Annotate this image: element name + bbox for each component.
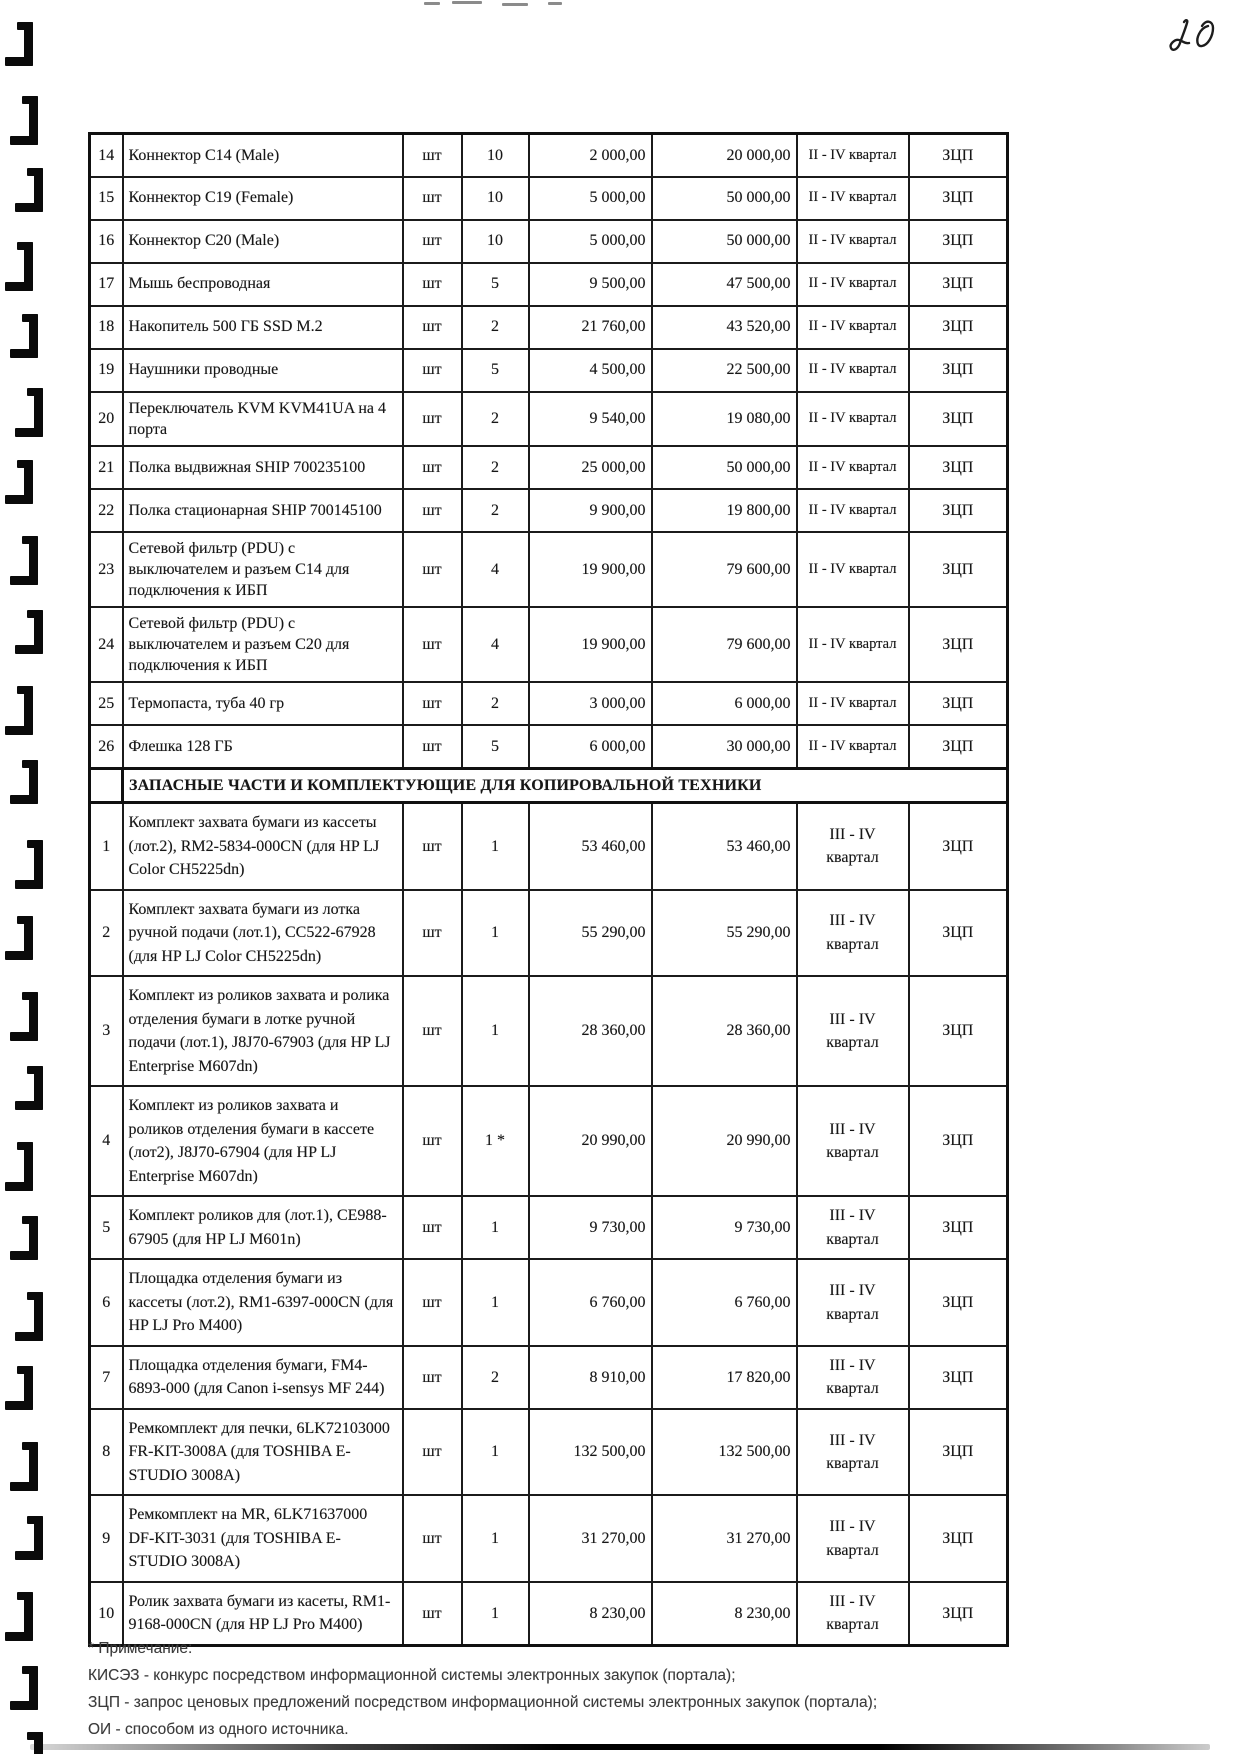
cell-unit-price: 31 270,00	[529, 1495, 652, 1582]
cell-total-amount: 43 520,00	[652, 306, 797, 349]
cell-row-number: 6	[90, 1259, 123, 1346]
table-row	[90, 134, 1008, 177]
cell-unit: шт	[403, 725, 462, 768]
cell-item-name: Ремкомплект на MR, 6LK71637000 DF-KIT-3031 (для TOSHIBA E-STUDIO 3008A)	[123, 1495, 403, 1582]
binder-mark-stroke	[5, 1182, 33, 1191]
scan-artifact	[424, 2, 440, 5]
cell-item-name: Ремкомплект для печки, 6LK72103000 FR-KIT-3008A (для TOSHIBA E-STUDIO 3008A)	[123, 1409, 403, 1496]
cell-procurement-method: ЗЦП	[909, 1409, 1008, 1496]
cell-unit: шт	[403, 1346, 462, 1409]
table-row	[90, 263, 1008, 306]
table-row	[90, 1259, 1008, 1346]
cell-unit-price: 6 000,00	[529, 725, 652, 768]
table-row	[90, 682, 1008, 725]
table-row	[90, 607, 1008, 682]
cell-unit-price: 8 230,00	[529, 1582, 652, 1646]
cell-procurement-method: ЗЦП	[909, 725, 1008, 768]
cell-unit: шт	[403, 802, 462, 889]
binder-mark	[10, 1666, 38, 1710]
cell-row-number: 18	[90, 306, 123, 349]
cell-procurement-period: II - IV квартал	[797, 607, 909, 682]
table-row	[90, 489, 1008, 532]
cell-procurement-period: III - IV квартал	[797, 976, 909, 1086]
cell-procurement-period: II - IV квартал	[797, 532, 909, 607]
cell-item-name: Мышь беспроводная	[123, 263, 403, 306]
binder-mark	[15, 840, 43, 889]
cell-total-amount: 8 230,00	[652, 1582, 797, 1646]
cell-total-amount: 17 820,00	[652, 1346, 797, 1409]
cell-procurement-period: II - IV квартал	[797, 134, 909, 177]
table-row	[90, 725, 1008, 768]
cell-quantity: 1 *	[462, 1086, 529, 1196]
cell-total-amount: 20 000,00	[652, 134, 797, 177]
cell-unit: шт	[403, 1086, 462, 1196]
binder-mark	[5, 686, 33, 735]
cell-row-number: 15	[90, 177, 123, 220]
cell-item-name: Площадка отделения бумаги, FM4-6893-000 (для Canon i-sensys MF 244)	[123, 1346, 403, 1409]
cell-quantity: 4	[462, 607, 529, 682]
scan-artifact	[502, 3, 528, 6]
cell-unit-price: 6 760,00	[529, 1259, 652, 1346]
cell-procurement-method: ЗЦП	[909, 1196, 1008, 1259]
binder-mark-stroke	[10, 576, 38, 585]
cell-row-number: 24	[90, 607, 123, 682]
cell-unit: шт	[403, 446, 462, 489]
cell-procurement-method: ЗЦП	[909, 177, 1008, 220]
table-row	[90, 1409, 1008, 1496]
footnote-line: КИСЭЗ - конкурс посредством информационной системы электронных закупок (портала);	[88, 1667, 736, 1684]
cell-procurement-method: ЗЦП	[909, 349, 1008, 392]
cell-unit-price: 53 460,00	[529, 802, 652, 889]
table-row	[90, 392, 1008, 446]
cell-item-name: Комплект роликов для (лот.1), CE988-67905 (для HP LJ M601n)	[123, 1196, 403, 1259]
cell-total-amount: 50 000,00	[652, 177, 797, 220]
binder-mark	[5, 1366, 33, 1410]
cell-row-number: 1	[90, 802, 123, 889]
cell-row-number: 26	[90, 725, 123, 768]
cell-row-number: 20	[90, 392, 123, 446]
binder-mark	[10, 536, 38, 585]
cell-unit: шт	[403, 489, 462, 532]
cell-row-number: 3	[90, 976, 123, 1086]
cell-row-number: 16	[90, 220, 123, 263]
footnote-title: * Примечание:	[88, 1640, 193, 1657]
cell-procurement-period: III - IV квартал	[797, 1409, 909, 1496]
items-table-body	[90, 134, 1008, 1646]
binder-mark-stroke	[15, 203, 43, 212]
cell-procurement-method: ЗЦП	[909, 890, 1008, 977]
binder-mark	[10, 992, 38, 1041]
cell-procurement-period: II - IV квартал	[797, 682, 909, 725]
cell-item-name: Комплект из роликов захвата и ролика отделения бумаги в лотке ручной подачи (лот.1), J8J70-67903 (для HP LJ Enterprise M607dn)	[123, 976, 403, 1086]
binder-mark-stroke	[34, 1732, 43, 1754]
cell-item-name: Полка выдвижная SHIP 700235100	[123, 446, 403, 489]
cell-quantity: 2	[462, 489, 529, 532]
cell-procurement-period: II - IV квартал	[797, 392, 909, 446]
cell-quantity: 4	[462, 532, 529, 607]
cell-procurement-period: II - IV квартал	[797, 446, 909, 489]
cell-unit-price: 9 540,00	[529, 392, 652, 446]
cell-total-amount: 22 500,00	[652, 349, 797, 392]
table-row	[90, 306, 1008, 349]
cell-total-amount: 53 460,00	[652, 802, 797, 889]
cell-procurement-period: II - IV квартал	[797, 725, 909, 768]
scan-artifact	[548, 2, 562, 5]
cell-quantity: 5	[462, 725, 529, 768]
binder-mark-stroke	[5, 282, 33, 291]
cell-total-amount: 47 500,00	[652, 263, 797, 306]
cell-total-amount: 6 000,00	[652, 682, 797, 725]
cell-procurement-period: III - IV квартал	[797, 1086, 909, 1196]
cell-procurement-method: ЗЦП	[909, 263, 1008, 306]
table-row	[90, 890, 1008, 977]
cell-unit: шт	[403, 263, 462, 306]
cell-unit-price: 19 900,00	[529, 607, 652, 682]
cell-procurement-period: III - IV квартал	[797, 1495, 909, 1582]
cell-procurement-method: ЗЦП	[909, 1495, 1008, 1582]
binder-mark	[10, 96, 38, 145]
cell-unit: шт	[403, 1582, 462, 1646]
cell-procurement-method: ЗЦП	[909, 802, 1008, 889]
cell-unit-price: 9 500,00	[529, 263, 652, 306]
binder-mark-stroke	[5, 1401, 33, 1410]
cell-row-number: 9	[90, 1495, 123, 1582]
table-row	[90, 177, 1008, 220]
cell-procurement-method: ЗЦП	[909, 306, 1008, 349]
cell-unit-price: 132 500,00	[529, 1409, 652, 1496]
section-header: ЗАПАСНЫЕ ЧАСТИ И КОМПЛЕКТУЮЩИЕ ДЛЯ КОПИРОВАЛЬНОЙ ТЕХНИКИ	[123, 768, 1008, 802]
binder-mark	[5, 1592, 33, 1641]
cell-item-name: Комплект захвата бумаги из кассеты (лот.2), RM2-5834-000CN (для HP LJ Color CH5225dn)	[123, 802, 403, 889]
cell-row-number: 10	[90, 1582, 123, 1646]
cell-unit: шт	[403, 976, 462, 1086]
cell-unit: шт	[403, 306, 462, 349]
cell-unit-price: 28 360,00	[529, 976, 652, 1086]
cell-procurement-method: ЗЦП	[909, 446, 1008, 489]
cell-procurement-period: II - IV квартал	[797, 220, 909, 263]
cell-quantity: 1	[462, 1495, 529, 1582]
cell-total-amount: 6 760,00	[652, 1259, 797, 1346]
cell-unit-price: 4 500,00	[529, 349, 652, 392]
cell-item-name: Сетевой фильтр (PDU) с выключателем и разъем C20 для подключения к ИБП	[123, 607, 403, 682]
cell-quantity: 2	[462, 682, 529, 725]
binder-mark	[10, 760, 38, 804]
cell-unit-price: 9 730,00	[529, 1196, 652, 1259]
cell-row-number: 17	[90, 263, 123, 306]
binder-mark	[15, 1292, 43, 1341]
cell-unit: шт	[403, 1409, 462, 1496]
cell-procurement-period: II - IV квартал	[797, 349, 909, 392]
table-row	[90, 446, 1008, 489]
footnote-line: ОИ - способом из одного источника.	[88, 1721, 349, 1738]
cell-unit-price: 8 910,00	[529, 1346, 652, 1409]
cell-procurement-period: II - IV квартал	[797, 177, 909, 220]
binder-mark	[15, 388, 43, 437]
cell-row-number: 8	[90, 1409, 123, 1496]
handwriting-stroke	[1168, 10, 1228, 70]
binder-mark	[5, 1142, 33, 1191]
cell-quantity: 2	[462, 306, 529, 349]
binder-mark	[10, 314, 38, 358]
table-row	[90, 976, 1008, 1086]
cell-quantity: 1	[462, 1259, 529, 1346]
cell-procurement-method: ЗЦП	[909, 682, 1008, 725]
cell-item-name: Переключатель KVM KVM41UA на 4 порта	[123, 392, 403, 446]
binder-mark-stroke	[15, 1551, 43, 1560]
binder-mark	[15, 1516, 43, 1560]
cell-unit-price: 5 000,00	[529, 220, 652, 263]
binder-mark-stroke	[5, 726, 33, 735]
binder-mark	[5, 242, 33, 291]
cell-row-number: 22	[90, 489, 123, 532]
cell-total-amount: 31 270,00	[652, 1495, 797, 1582]
cell-row-number: 25	[90, 682, 123, 725]
cell-item-name: Наушники проводные	[123, 349, 403, 392]
cell-row-number: 14	[90, 134, 123, 177]
cell-total-amount: 28 360,00	[652, 976, 797, 1086]
cell-total-amount: 19 080,00	[652, 392, 797, 446]
cell-item-name: Комплект захвата бумаги из лотка ручной подачи (лот.1), CC522-67928 (для HP LJ Color CH5225dn)	[123, 890, 403, 977]
cell-quantity: 2	[462, 392, 529, 446]
binder-mark-stroke	[15, 428, 43, 437]
cell-total-amount: 30 000,00	[652, 725, 797, 768]
cell-item-name: Полка стационарная SHIP 700145100	[123, 489, 403, 532]
binder-mark-stroke	[5, 57, 33, 66]
scan-artifact-bottom-line	[30, 1744, 1210, 1750]
cell-procurement-method: ЗЦП	[909, 134, 1008, 177]
cell-unit-price: 20 990,00	[529, 1086, 652, 1196]
cell-unit: шт	[403, 392, 462, 446]
cell-unit: шт	[403, 532, 462, 607]
binder-mark-stroke	[15, 645, 43, 654]
cell-unit-price: 55 290,00	[529, 890, 652, 977]
cell-total-amount: 20 990,00	[652, 1086, 797, 1196]
cell-quantity: 10	[462, 134, 529, 177]
cell-unit: шт	[403, 349, 462, 392]
cell-item-name: Площадка отделения бумаги из кассеты (лот.2), RM1-6397-000CN (для HP LJ Pro M400)	[123, 1259, 403, 1346]
cell-procurement-period: III - IV квартал	[797, 1196, 909, 1259]
binder-mark	[10, 1442, 38, 1491]
cell-procurement-method: ЗЦП	[909, 976, 1008, 1086]
cell-item-name: Накопитель 500 ГБ SSD M.2	[123, 306, 403, 349]
cell-empty	[90, 768, 123, 802]
binder-mark-stroke	[10, 1482, 38, 1491]
cell-procurement-period: II - IV квартал	[797, 306, 909, 349]
cell-unit: шт	[403, 220, 462, 263]
cell-unit: шт	[403, 177, 462, 220]
binder-mark-stroke	[5, 951, 33, 960]
cell-unit-price: 9 900,00	[529, 489, 652, 532]
cell-quantity: 5	[462, 349, 529, 392]
cell-total-amount: 79 600,00	[652, 532, 797, 607]
table-row	[90, 349, 1008, 392]
cell-quantity: 1	[462, 976, 529, 1086]
cell-unit-price: 19 900,00	[529, 532, 652, 607]
cell-quantity: 1	[462, 1409, 529, 1496]
table-row	[90, 1346, 1008, 1409]
binder-mark	[5, 22, 33, 66]
table-row	[90, 802, 1008, 889]
cell-quantity: 10	[462, 177, 529, 220]
binder-mark-stroke	[15, 1332, 43, 1341]
cell-procurement-period: II - IV квартал	[797, 263, 909, 306]
binder-mark-stroke	[5, 1632, 33, 1641]
binder-mark	[15, 1066, 43, 1110]
cell-unit: шт	[403, 134, 462, 177]
cell-quantity: 2	[462, 446, 529, 489]
binder-mark-stroke	[10, 1701, 38, 1710]
cell-quantity: 1	[462, 1582, 529, 1646]
cell-procurement-method: ЗЦП	[909, 489, 1008, 532]
cell-row-number: 23	[90, 532, 123, 607]
cell-item-name: Коннектор C19 (Female)	[123, 177, 403, 220]
cell-total-amount: 132 500,00	[652, 1409, 797, 1496]
binder-mark	[5, 460, 33, 504]
cell-quantity: 1	[462, 890, 529, 977]
cell-procurement-period: III - IV квартал	[797, 802, 909, 889]
cell-row-number: 5	[90, 1196, 123, 1259]
binder-mark	[15, 610, 43, 654]
section-header-row	[90, 768, 1008, 802]
cell-unit-price: 25 000,00	[529, 446, 652, 489]
cell-item-name: Флешка 128 ГБ	[123, 725, 403, 768]
cell-procurement-period: II - IV квартал	[797, 489, 909, 532]
cell-item-name: Ролик захвата бумаги из касеты, RM1-9168-000CN (для HP LJ Pro M400)	[123, 1582, 403, 1646]
binder-mark-stroke	[10, 1251, 38, 1260]
binder-mark	[15, 168, 43, 212]
cell-procurement-period: III - IV квартал	[797, 1582, 909, 1646]
scan-artifact	[452, 1, 482, 4]
footnotes-block	[88, 1640, 1188, 1748]
handwritten-page-number	[1168, 10, 1228, 70]
cell-quantity: 1	[462, 1196, 529, 1259]
cell-total-amount: 19 800,00	[652, 489, 797, 532]
cell-procurement-method: ЗЦП	[909, 220, 1008, 263]
cell-unit: шт	[403, 1196, 462, 1259]
cell-procurement-period: III - IV квартал	[797, 890, 909, 977]
cell-item-name: Коннектор C14 (Male)	[123, 134, 403, 177]
cell-unit: шт	[403, 890, 462, 977]
cell-total-amount: 50 000,00	[652, 220, 797, 263]
binder-mark	[5, 916, 33, 960]
cell-quantity: 10	[462, 220, 529, 263]
binder-mark-stroke	[5, 495, 33, 504]
table-row	[90, 1495, 1008, 1582]
cell-total-amount: 9 730,00	[652, 1196, 797, 1259]
cell-unit: шт	[403, 1259, 462, 1346]
cell-item-name: Комплект из роликов захвата и роликов отделения бумаги в кассете (лот2), J8J70-67904 (для HP LJ Enterprise M607dn)	[123, 1086, 403, 1196]
table-row	[90, 1582, 1008, 1646]
binder-mark	[15, 1732, 43, 1754]
cell-row-number: 21	[90, 446, 123, 489]
cell-procurement-period: III - IV квартал	[797, 1346, 909, 1409]
table-row	[90, 1086, 1008, 1196]
binder-mark	[10, 1216, 38, 1260]
cell-item-name: Термопаста, туба 40 гр	[123, 682, 403, 725]
cell-unit: шт	[403, 1495, 462, 1582]
cell-unit-price: 2 000,00	[529, 134, 652, 177]
cell-procurement-method: ЗЦП	[909, 532, 1008, 607]
cell-row-number: 19	[90, 349, 123, 392]
cell-unit-price: 21 760,00	[529, 306, 652, 349]
cell-row-number: 4	[90, 1086, 123, 1196]
cell-total-amount: 79 600,00	[652, 607, 797, 682]
cell-row-number: 2	[90, 890, 123, 977]
cell-total-amount: 50 000,00	[652, 446, 797, 489]
binder-mark-stroke	[15, 1101, 43, 1110]
cell-quantity: 2	[462, 1346, 529, 1409]
table-row	[90, 220, 1008, 263]
cell-unit: шт	[403, 682, 462, 725]
binder-mark-stroke	[15, 880, 43, 889]
cell-procurement-method: ЗЦП	[909, 1346, 1008, 1409]
procurement-items-table	[88, 132, 1009, 1647]
binder-mark-stroke	[10, 136, 38, 145]
cell-procurement-method: ЗЦП	[909, 392, 1008, 446]
cell-total-amount: 55 290,00	[652, 890, 797, 977]
cell-unit: шт	[403, 607, 462, 682]
binder-mark-stroke	[10, 1032, 38, 1041]
cell-unit-price: 3 000,00	[529, 682, 652, 725]
table-row	[90, 532, 1008, 607]
cell-quantity: 1	[462, 802, 529, 889]
cell-unit-price: 5 000,00	[529, 177, 652, 220]
cell-quantity: 5	[462, 263, 529, 306]
cell-procurement-period: III - IV квартал	[797, 1259, 909, 1346]
cell-procurement-method: ЗЦП	[909, 607, 1008, 682]
cell-item-name: Сетевой фильтр (PDU) с выключателем и разъем C14 для подключения к ИБП	[123, 532, 403, 607]
binder-mark-stroke	[10, 795, 38, 804]
cell-row-number: 7	[90, 1346, 123, 1409]
footnote-line: ЗЦП - запрос ценовых предложений посредством информационной системы электронных закупок (портала);	[88, 1694, 878, 1711]
cell-procurement-method: ЗЦП	[909, 1582, 1008, 1646]
cell-procurement-method: ЗЦП	[909, 1259, 1008, 1346]
table-row	[90, 1196, 1008, 1259]
cell-procurement-method: ЗЦП	[909, 1086, 1008, 1196]
binder-mark-stroke	[10, 349, 38, 358]
cell-item-name: Коннектор C20 (Male)	[123, 220, 403, 263]
